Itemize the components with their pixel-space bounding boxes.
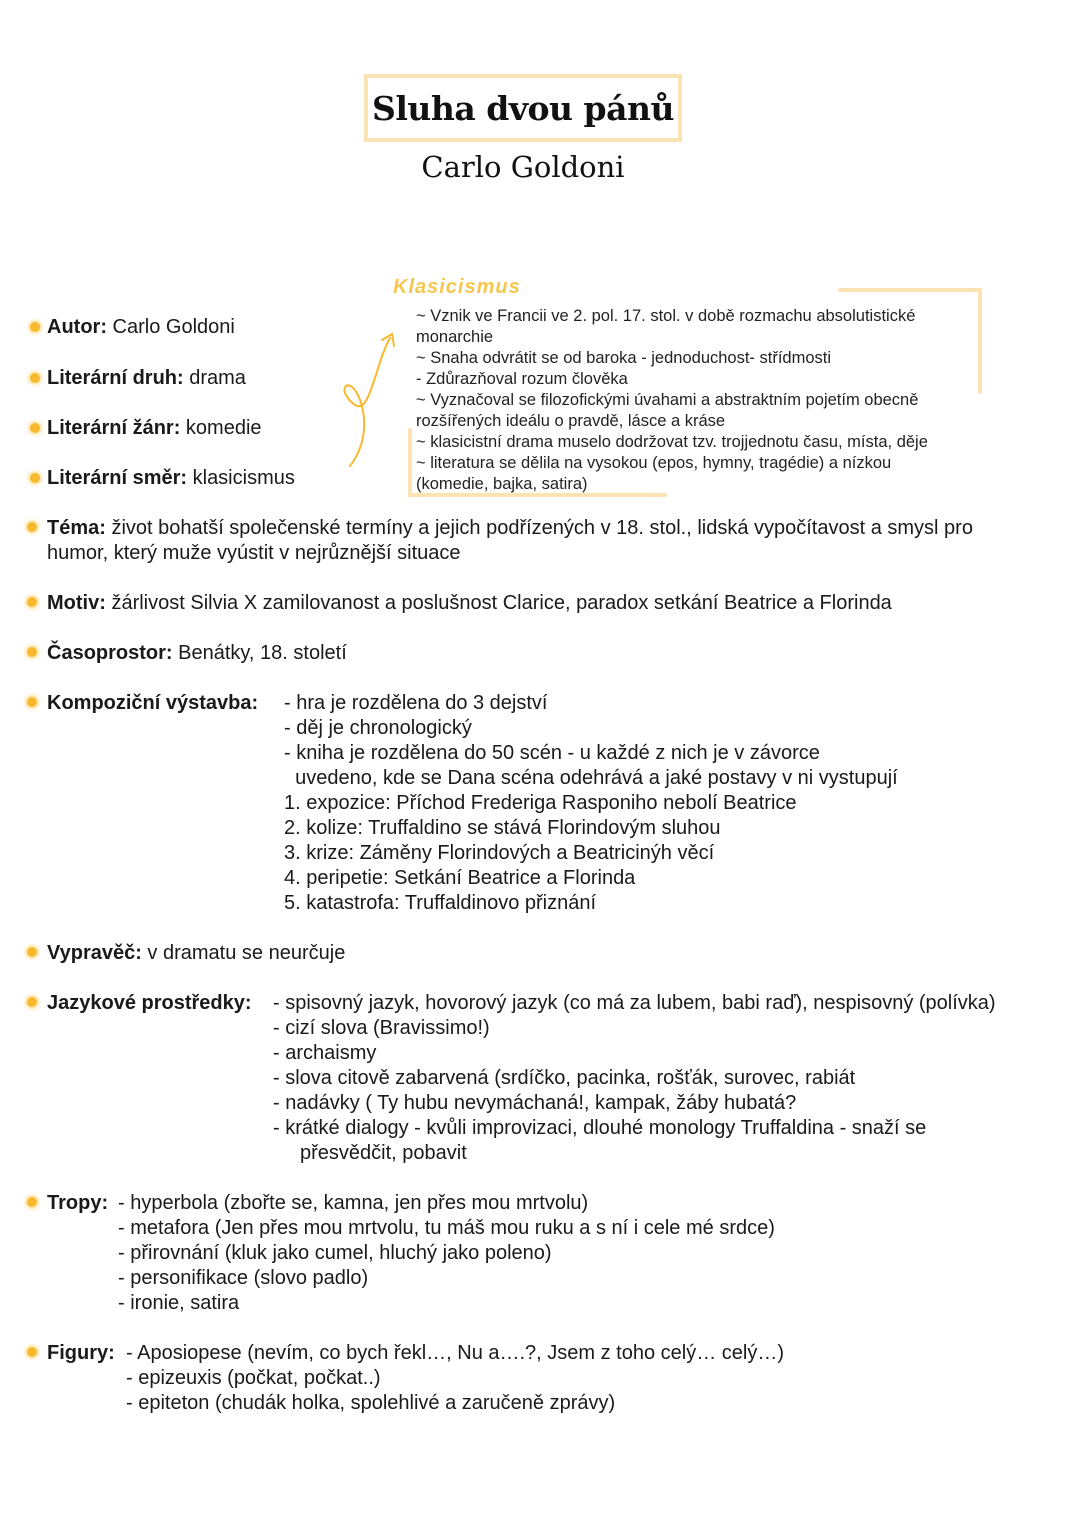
- tropy-line: - ironie, satira: [118, 1292, 240, 1314]
- kompozice-line: - děj je chronologický: [284, 717, 472, 739]
- note-line: ~ literatura se dělila na vysokou (epos, hymny, tragédie) a nízkou: [416, 454, 892, 472]
- autor-row: Autor: Carlo Goldoni: [47, 316, 235, 338]
- kompozice-line: 1. expozice: Příchod Frederiga Rasponiho nebolí Beatrice: [284, 792, 797, 814]
- bullet-icon: [30, 322, 40, 332]
- bullet-icon: [27, 697, 37, 707]
- jazyk-line: - nadávky ( Ty hubu nevymáchaná!, kampak, žáby hubatá?: [273, 1092, 797, 1114]
- motiv-row: Motiv: žárlivost Silvia X zamilovanost a poslušnost Clarice, paradox setkání Beatrice a Florinda: [47, 592, 892, 614]
- bullet-icon: [27, 997, 37, 1007]
- note-line: rozšířených ideálu o pravdě, lásce a kráse: [416, 412, 726, 430]
- kompozice-line: 4. peripetie: Setkání Beatrice a Florinda: [284, 867, 636, 889]
- bullet-icon: [27, 1347, 37, 1357]
- kompozice-line: 2. kolize: Truffaldino se stává Florindovým sluhou: [284, 817, 721, 839]
- note-line: ~ klasicistní drama muselo dodržovat tzv. trojjednotu času, místa, děje: [416, 433, 928, 451]
- note-line: monarchie: [416, 328, 494, 346]
- druh-row: Literární druh: drama: [47, 367, 246, 389]
- tropy-line: - metafora (Jen přes mou mrtvolu, tu máš mou ruku a s ní i cele mé srdce): [118, 1217, 775, 1239]
- page-subtitle-author: Carlo Goldoni: [421, 150, 625, 184]
- tema-row: Téma: život bohatší společenské termíny a jejich podřízených v 18. stol., lidská vypočítavost a smysl pro: [47, 517, 973, 539]
- tropy-label: Tropy:: [47, 1192, 109, 1214]
- klasicismus-heading: Klasicismus: [393, 276, 521, 298]
- jazyk-line: - krátké dialogy - kvůli improvizaci, dlouhé monology Truffaldina - snaží se: [273, 1117, 927, 1139]
- figury-line: - epizeuxis (počkat, počkat..): [126, 1367, 381, 1389]
- jazyk-line: přesvědčit, pobavit: [300, 1142, 467, 1164]
- bullet-icon: [30, 373, 40, 383]
- bullet-icon: [27, 947, 37, 957]
- tema-row-cont: humor, který muže vyústit v nejrůznější situace: [47, 542, 461, 564]
- jazyk-line: - archaismy: [273, 1042, 377, 1064]
- note-line: - Zdůrazňoval rozum člověka: [416, 370, 628, 388]
- tropy-line: - hyperbola (zbořte se, kamna, jen přes mou mrtvolu): [118, 1192, 589, 1214]
- bullet-icon: [30, 423, 40, 433]
- bullet-icon: [30, 473, 40, 483]
- tropy-line: - přirovnání (kluk jako cumel, hluchý jako poleno): [118, 1242, 552, 1264]
- bullet-icon: [27, 597, 37, 607]
- tropy-line: - personifikace (slovo padlo): [118, 1267, 369, 1289]
- bullet-icon: [27, 522, 37, 532]
- page-title: Sluha dvou pánů: [372, 88, 674, 128]
- note-line: (komedie, bajka, satira): [416, 475, 588, 493]
- klasicismus-notes: [416, 306, 986, 495]
- jazyk-line: - slova citově zabarvená (srdíčko, pacinka, rošťák, surovec, rabiát: [273, 1067, 856, 1089]
- smer-row: Literární směr: klasicismus: [47, 467, 295, 489]
- note-line: ~ Snaha odvrátit se od baroka - jednoduchost- střídmosti: [416, 349, 832, 367]
- zanr-row: Literární žánr: komedie: [47, 417, 262, 439]
- kompozice-line: - hra je rozdělena do 3 dejství: [284, 692, 548, 714]
- jazyk-line: - cizí slova (Bravissimo!): [273, 1017, 490, 1039]
- kompozice-line: 3. krize: Záměny Florindových a Beatricinýh věcí: [284, 842, 715, 864]
- kompozice-line: uvedeno, kde se Dana scéna odehrává a jaké postavy v ni vystupují: [284, 767, 898, 789]
- figury-label: Figury:: [47, 1342, 115, 1364]
- vypravec-row: Vypravěč: v dramatu se neurčuje: [47, 942, 346, 964]
- kompozice-label: Kompoziční výstavba:: [47, 692, 259, 714]
- note-line: ~ Vyznačoval se filozofickými úvahami a abstraktním pojetím obecně: [416, 391, 919, 409]
- casoprostor-row: Časoprostor: Benátky, 18. století: [47, 642, 347, 664]
- bullet-icon: [27, 1197, 37, 1207]
- jazyk-label: Jazykové prostředky:: [47, 992, 252, 1014]
- kompozice-line: - kniha je rozdělena do 50 scén - u každé z nich je v závorce: [284, 742, 820, 764]
- bullet-icon: [27, 647, 37, 657]
- figury-line: - epiteton (chudák holka, spolehlivé a zaručeně zprávy): [126, 1392, 616, 1414]
- note-line: ~ Vznik ve Francii ve 2. pol. 17. stol. v době rozmachu absolutistické: [416, 307, 916, 325]
- title-box: [364, 74, 682, 142]
- kompozice-line: 5. katastrofa: Truffaldinovo přiznání: [284, 892, 597, 914]
- figury-line: - Aposiopese (nevím, co bych řekl…, Nu a….?, Jsem z toho celý… celý…): [126, 1342, 785, 1364]
- jazyk-line: - spisovný jazyk, hovorový jazyk (co má za lubem, babi raď), nespisovný (polívka): [273, 992, 996, 1014]
